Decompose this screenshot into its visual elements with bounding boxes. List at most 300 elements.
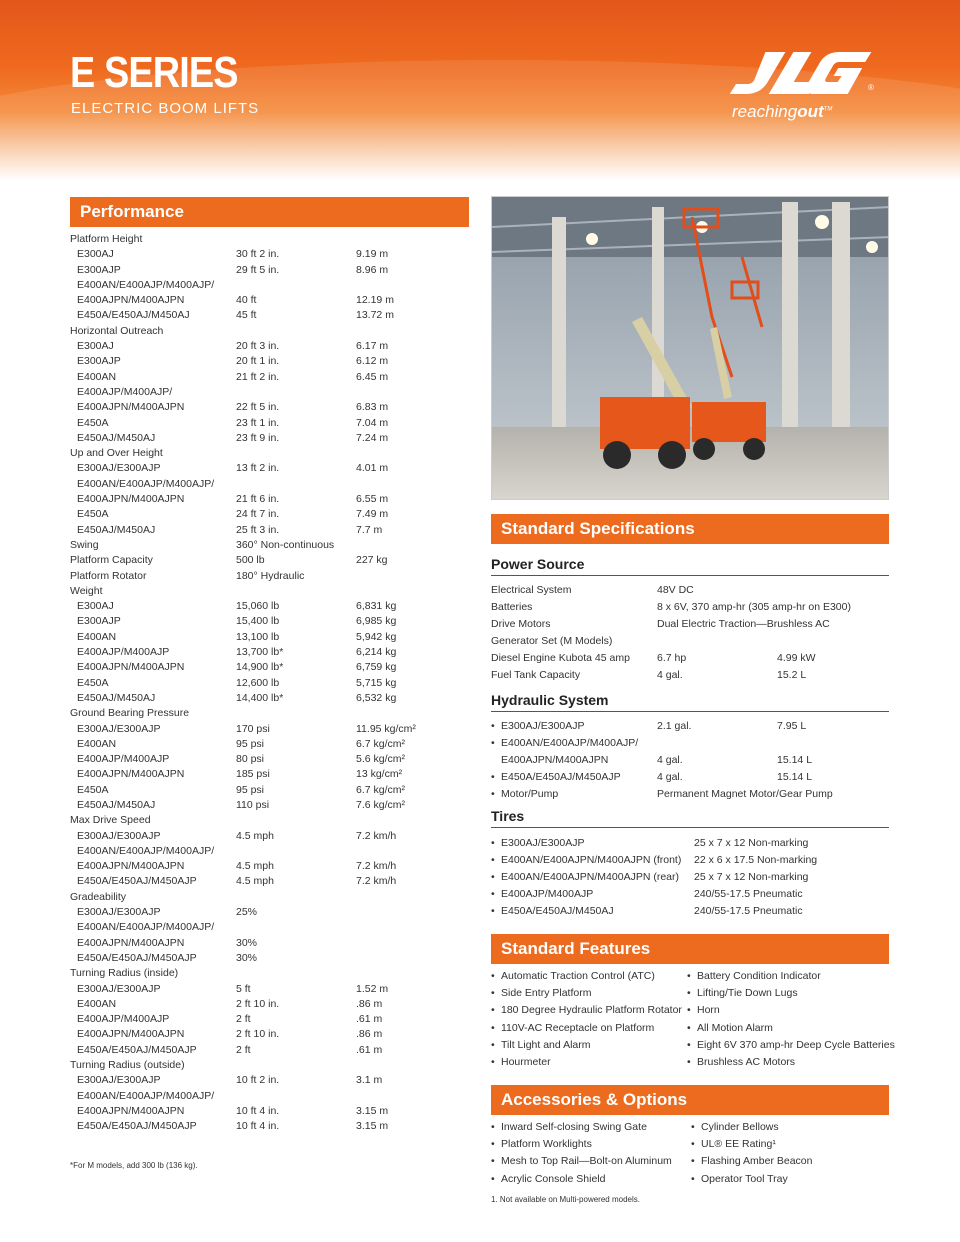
spec-metric-value: 7.2 km/h <box>356 829 397 842</box>
spec-label: Turning Radius (inside) <box>70 967 179 980</box>
spec-label: E400AJP/M400AJP <box>77 753 170 766</box>
spec-label: Gradeability <box>70 890 127 903</box>
accessory-item: • Acrylic Console Shield <box>491 1171 691 1188</box>
spec-imperial-value: 180° Hydraulic <box>236 569 305 582</box>
spec-label: Diesel Engine Kubota 45 amp <box>491 652 630 664</box>
feature-item: • Automatic Traction Control (ATC) <box>491 968 687 985</box>
boom-lift-photo <box>492 197 889 500</box>
performance-row <box>70 1073 470 1088</box>
feature-item: • 110V-AC Receptacle on Platform <box>491 1020 687 1037</box>
spec-metric-value: 3.15 m <box>356 1120 389 1133</box>
spec-metric-value: .61 m <box>356 1013 383 1026</box>
performance-heading: Performance <box>70 197 469 227</box>
spec-label: Ground Bearing Pressure <box>70 707 190 720</box>
spec-imperial-value: 170 psi <box>236 722 270 735</box>
performance-row <box>70 492 470 507</box>
spec-metric-value: 15.14 L <box>777 754 813 766</box>
spec-label: E450A <box>77 416 109 429</box>
performance-row <box>70 844 470 859</box>
spec-imperial-value <box>236 920 356 935</box>
spec-metric-value: 11.95 kg/cm² <box>356 722 416 735</box>
spec-metric-value <box>356 477 456 492</box>
spec-imperial-value: 5 ft <box>236 982 251 995</box>
standard-features-list <box>491 968 895 1071</box>
performance-row <box>70 829 470 844</box>
spec-imperial-value: 30% <box>236 936 258 949</box>
tire-spec: 240/55-17.5 Pneumatic <box>694 888 803 900</box>
spec-imperial-value: 10 ft 2 in. <box>236 1074 280 1087</box>
performance-row <box>70 1119 470 1134</box>
spec-label: E400AN <box>77 737 117 750</box>
spec-metric-value: 15.2 L <box>777 669 807 681</box>
performance-row <box>70 400 470 415</box>
spec-metric-value: 12.19 m <box>356 294 394 307</box>
spec-label: Weight <box>70 584 103 597</box>
spec-label: Platform Rotator <box>70 569 147 582</box>
performance-footnote: *For M models, add 300 lb (136 kg). <box>70 1161 198 1170</box>
spec-label: • E450A/E450AJ/M450AJP <box>491 769 657 786</box>
spec-imperial-value: 80 psi <box>236 753 265 766</box>
spec-label: E400AJPN/M400AJPN <box>77 1028 185 1041</box>
performance-row <box>70 890 470 905</box>
tires-heading: Tires <box>491 808 889 828</box>
performance-row <box>70 813 470 828</box>
spec-value: 4 gal. <box>657 771 683 783</box>
performance-row <box>70 584 470 599</box>
spec-label: E400AN/E400AJP/M400AJP/ <box>77 1089 215 1102</box>
performance-row <box>70 660 470 675</box>
spec-metric-value: .86 m <box>356 1028 383 1041</box>
spec-label: E450A/E450AJ/M450AJ <box>77 309 190 322</box>
tire-spec: 25 x 7 x 12 Non-marking <box>694 837 809 849</box>
spec-label: • Motor/Pump <box>491 786 657 803</box>
spec-value <box>657 633 777 650</box>
spec-imperial-value <box>236 477 356 492</box>
spec-imperial-value <box>236 278 356 293</box>
performance-row <box>70 920 470 935</box>
spec-label: Horizontal Outreach <box>70 324 164 337</box>
spec-label: Generator Set (M Models) <box>491 635 613 647</box>
spec-imperial-value: 30% <box>236 951 258 964</box>
spec-label: E400AJP/M400AJP <box>77 1013 170 1026</box>
performance-row <box>70 982 470 997</box>
accessories-heading: Accessories & Options <box>491 1085 889 1115</box>
spec-imperial-value: 185 psi <box>236 768 270 781</box>
performance-row <box>70 997 470 1012</box>
power-source-row <box>491 582 891 599</box>
spec-imperial-value: 13,700 lb* <box>236 646 284 659</box>
spec-label: E450A/E450AJ/M450AJP <box>77 1043 197 1056</box>
spec-metric-value: 6,831 kg <box>356 600 397 613</box>
spec-imperial-value <box>236 1089 356 1104</box>
performance-row <box>70 247 470 262</box>
spec-metric-value: 227 kg <box>356 554 388 567</box>
spec-value <box>657 735 777 752</box>
spec-label: E300AJP <box>77 355 121 368</box>
spec-imperial-value: 15,400 lb <box>236 615 280 628</box>
spec-metric-value <box>356 920 456 935</box>
spec-label: E400AN/E400AJP/M400AJP/ <box>77 844 215 857</box>
spec-imperial-value: 13,100 lb <box>236 630 280 643</box>
spec-label: E450A <box>77 508 109 521</box>
spec-metric-value <box>356 569 456 584</box>
power-source-row <box>491 667 891 684</box>
performance-row <box>70 936 470 951</box>
spec-value: 4 gal. <box>657 669 683 681</box>
tire-model: • E300AJ/E300AJP <box>491 835 694 852</box>
spec-value: 6.7 hp <box>657 652 687 664</box>
spec-label: Batteries <box>491 601 533 613</box>
spec-label: E300AJP <box>77 263 121 276</box>
spec-label: E400AJPN/M400AJPN <box>501 754 609 766</box>
feature-item: • Horn <box>687 1002 891 1019</box>
performance-row <box>70 385 470 400</box>
spec-metric-value: 7.04 m <box>356 416 389 429</box>
feature-item: • 180 Degree Hydraulic Platform Rotator <box>491 1002 687 1019</box>
spec-metric-value: 7.95 L <box>777 720 807 732</box>
hydraulic-row <box>491 752 891 769</box>
spec-label: E400AJPN/M400AJPN <box>77 401 185 414</box>
power-source-table <box>491 582 891 684</box>
performance-row <box>70 538 470 553</box>
performance-row <box>70 783 470 798</box>
spec-metric-value <box>356 1089 456 1104</box>
performance-row <box>70 706 470 721</box>
performance-row <box>70 263 470 278</box>
performance-table <box>70 232 470 1135</box>
performance-row <box>70 630 470 645</box>
spec-label: Fuel Tank Capacity <box>491 669 581 681</box>
performance-row <box>70 446 470 461</box>
spec-metric-value: 6.83 m <box>356 401 389 414</box>
tire-row <box>491 886 891 903</box>
spec-imperial-value: 30 ft 2 in. <box>236 248 280 261</box>
spec-imperial-value: 4.5 mph <box>236 829 274 842</box>
spec-metric-value: 6.45 m <box>356 370 389 383</box>
spec-imperial-value: 2 ft <box>236 1043 251 1056</box>
performance-row <box>70 874 470 889</box>
accessories-left-column <box>491 1119 691 1188</box>
spec-label: E400AN <box>77 997 117 1010</box>
registered-mark: ® <box>868 83 874 92</box>
performance-row <box>70 370 470 385</box>
spec-label: E400AN/E400AJP/M400AJP/ <box>77 477 215 490</box>
tire-spec: 25 x 7 x 12 Non-marking <box>694 871 809 883</box>
performance-row <box>70 461 470 476</box>
performance-row <box>70 308 470 323</box>
tire-model: • E400AN/E400AJPN/M400AJPN (front) <box>491 852 694 869</box>
spec-metric-value <box>356 385 456 400</box>
spec-label: E450AJ/M450AJ <box>77 523 156 536</box>
series-subtitle: ELECTRIC BOOM LIFTS <box>71 100 260 117</box>
spec-metric-value: 5,715 kg <box>356 676 397 689</box>
spec-imperial-value: 25% <box>236 906 258 919</box>
power-source-heading: Power Source <box>491 556 889 576</box>
spec-label: E450AJ/M450AJ <box>77 431 156 444</box>
spec-metric-value <box>356 278 456 293</box>
spec-label: E300AJ/E300AJP <box>77 722 161 735</box>
spec-metric-value: 6.7 kg/cm² <box>356 737 406 750</box>
performance-row <box>70 951 470 966</box>
performance-row <box>70 507 470 522</box>
spec-metric-value: 5,942 kg <box>356 630 397 643</box>
spec-label: E450A <box>77 783 109 796</box>
spec-label: E400AJPN/M400AJPN <box>77 860 185 873</box>
accessories-right-column <box>691 1119 891 1188</box>
tire-spec: 22 x 6 x 17.5 Non-marking <box>694 854 818 866</box>
tire-row <box>491 852 891 869</box>
product-photo <box>491 196 889 500</box>
spec-label: E400AN <box>77 630 117 643</box>
accessory-item: • UL® EE Rating¹ <box>691 1136 891 1153</box>
spec-label: Platform Capacity <box>70 554 153 567</box>
spec-label: E300AJ <box>77 600 114 613</box>
performance-row <box>70 1043 470 1058</box>
spec-value: 2.1 gal. <box>657 720 692 732</box>
spec-metric-value: 6,985 kg <box>356 615 397 628</box>
performance-row <box>70 1027 470 1042</box>
spec-metric-value: .86 m <box>356 997 383 1010</box>
spec-metric-value: 7.2 km/h <box>356 860 397 873</box>
spec-label: E400AN <box>77 370 117 383</box>
tire-model: • E450A/E450AJ/M450AJ <box>491 903 694 920</box>
tagline-part-a: reaching <box>732 102 798 121</box>
power-source-row <box>491 633 891 650</box>
performance-row <box>70 599 470 614</box>
spec-metric-value: 13.72 m <box>356 309 394 322</box>
performance-row <box>70 339 470 354</box>
series-title: E SERIES <box>70 48 238 97</box>
spec-label: E300AJ/E300AJP <box>77 906 161 919</box>
spec-metric-value: 6.55 m <box>356 493 389 506</box>
performance-row <box>70 767 470 782</box>
standard-features-heading: Standard Features <box>491 934 889 964</box>
spec-label: E300AJ <box>77 340 114 353</box>
performance-row <box>70 416 470 431</box>
spec-imperial-value: 95 psi <box>236 783 265 796</box>
spec-metric-value: 15.14 L <box>777 771 813 783</box>
performance-row <box>70 293 470 308</box>
spec-imperial-value: 2 ft 10 in. <box>236 1028 280 1041</box>
spec-imperial-value: 2 ft 10 in. <box>236 997 280 1010</box>
feature-item: • Lifting/Tie Down Lugs <box>687 985 891 1002</box>
power-source-row <box>491 616 891 633</box>
spec-imperial-value: 500 lb <box>236 554 265 567</box>
feature-item: • Tilt Light and Alarm <box>491 1037 687 1054</box>
spec-label: E400AJPN/M400AJPN <box>77 493 185 506</box>
spec-metric-value <box>356 936 456 951</box>
spec-label: E300AJ/E300AJP <box>77 829 161 842</box>
spec-metric-value: 6.17 m <box>356 340 389 353</box>
accessory-item: • Flashing Amber Beacon <box>691 1153 891 1170</box>
spec-imperial-value: 21 ft 2 in. <box>236 370 280 383</box>
spec-metric-value: 5.6 kg/cm² <box>356 753 406 766</box>
page-header <box>0 0 960 180</box>
spec-label: E400AJP/M400AJP <box>77 646 170 659</box>
spec-label: E400AJPN/M400AJPN <box>77 294 185 307</box>
hydraulic-system-heading: Hydraulic System <box>491 692 889 712</box>
spec-imperial-value: 23 ft 1 in. <box>236 416 280 429</box>
spec-value: 4 gal. <box>657 754 683 766</box>
spec-imperial-value: 2 ft <box>236 1013 251 1026</box>
tire-model: • E400AJP/M400AJP <box>491 886 694 903</box>
spec-label: E450A/E450AJ/M450AJP <box>77 1120 197 1133</box>
spec-metric-value: 9.19 m <box>356 248 389 261</box>
spec-label: E450A/E450AJ/M450AJP <box>77 951 197 964</box>
accessories-list <box>491 1119 891 1188</box>
performance-row <box>70 722 470 737</box>
performance-row <box>70 737 470 752</box>
spec-imperial-value: 29 ft 5 in. <box>236 263 280 276</box>
performance-row <box>70 569 470 584</box>
features-right-column <box>687 968 895 1071</box>
feature-item: • All Motion Alarm <box>687 1020 891 1037</box>
spec-imperial-value: 360° Non-continuous <box>236 538 335 551</box>
spec-metric-value: 6,759 kg <box>356 661 397 674</box>
tire-row <box>491 869 891 886</box>
spec-imperial-value: 15,060 lb <box>236 600 280 613</box>
spec-metric-value: 4.99 kW <box>777 652 816 664</box>
spec-label: • E400AN/E400AJP/M400AJP/ <box>491 735 657 752</box>
power-source-row <box>491 650 891 667</box>
accessory-item: • Mesh to Top Rail—Bolt-on Aluminum <box>491 1153 691 1170</box>
tagline-part-b: out <box>797 102 824 121</box>
hydraulic-system-table <box>491 718 891 803</box>
spec-metric-value <box>356 538 456 553</box>
spec-label: E400AJPN/M400AJPN <box>77 1104 185 1117</box>
hydraulic-row <box>491 718 891 735</box>
performance-row <box>70 966 470 981</box>
spec-label: E400AJPN/M400AJPN <box>77 661 185 674</box>
spec-imperial-value: 4.5 mph <box>236 860 274 873</box>
spec-metric-value: 3.15 m <box>356 1104 389 1117</box>
spec-imperial-value: 22 ft 5 in. <box>236 401 280 414</box>
spec-imperial-value: 23 ft 9 in. <box>236 431 280 444</box>
spec-metric-value <box>356 905 456 920</box>
spec-label: E400AJPN/M400AJPN <box>77 936 185 949</box>
spec-metric-value: 7.6 kg/cm² <box>356 798 406 811</box>
performance-row <box>70 477 470 492</box>
feature-item: • Eight 6V 370 amp-hr Deep Cycle Batteries <box>687 1037 891 1054</box>
hydraulic-row <box>491 769 891 786</box>
hydraulic-row <box>491 786 891 803</box>
power-source-row <box>491 599 891 616</box>
performance-row <box>70 676 470 691</box>
spec-label: Max Drive Speed <box>70 814 151 827</box>
spec-imperial-value: 20 ft 3 in. <box>236 340 280 353</box>
spec-label: Swing <box>70 538 99 551</box>
tire-spec: 240/55-17.5 Pneumatic <box>694 905 803 917</box>
spec-metric-value: 6,214 kg <box>356 646 397 659</box>
feature-item: • Battery Condition Indicator <box>687 968 891 985</box>
spec-imperial-value: 45 ft <box>236 309 257 322</box>
spec-label: E400AN/E400AJP/M400AJP/ <box>77 921 215 934</box>
spec-metric-value <box>356 951 456 966</box>
tire-row <box>491 835 891 852</box>
spec-metric-value: 1.52 m <box>356 982 389 995</box>
spec-imperial-value: 21 ft 6 in. <box>236 493 280 506</box>
spec-value: 48V DC <box>657 584 694 596</box>
spec-imperial-value: 13 ft 2 in. <box>236 462 280 475</box>
performance-row <box>70 354 470 369</box>
spec-metric-value <box>356 844 456 859</box>
accessory-item: • Platform Worklights <box>491 1136 691 1153</box>
spec-value: Permanent Magnet Motor/Gear Pump <box>657 788 833 800</box>
performance-row <box>70 278 470 293</box>
performance-row <box>70 691 470 706</box>
spec-label: E450AJ/M450AJ <box>77 691 156 704</box>
spec-label: • E300AJ/E300AJP <box>491 718 657 735</box>
spec-imperial-value <box>236 385 356 400</box>
spec-label: Drive Motors <box>491 618 551 630</box>
accessory-item: • Inward Self-closing Swing Gate <box>491 1119 691 1136</box>
spec-metric-value: 7.24 m <box>356 431 389 444</box>
spec-metric-value: 6.12 m <box>356 355 389 368</box>
accessory-item: • Operator Tool Tray <box>691 1171 891 1188</box>
performance-row <box>70 1104 470 1119</box>
brand-tagline <box>732 102 832 122</box>
spec-imperial-value: 40 ft <box>236 294 257 307</box>
performance-row <box>70 431 470 446</box>
feature-item: • Side Entry Platform <box>491 985 687 1002</box>
spec-metric-value: .61 m <box>356 1043 383 1056</box>
spec-imperial-value: 14,400 lb* <box>236 691 284 704</box>
spec-label: E300AJ/E300AJP <box>77 1074 161 1087</box>
spec-label: E300AJ <box>77 248 114 261</box>
spec-metric-value: 7.2 km/h <box>356 875 397 888</box>
spec-imperial-value: 14,900 lb* <box>236 661 284 674</box>
spec-label: Platform Height <box>70 233 143 245</box>
spec-metric-value: 13 kg/cm² <box>356 768 403 781</box>
spec-label: E300AJP <box>77 615 121 628</box>
spec-metric-value: 7.7 m <box>356 523 383 536</box>
performance-row <box>70 1058 470 1073</box>
spec-imperial-value: 10 ft 4 in. <box>236 1104 280 1117</box>
spec-metric-value: 3.1 m <box>356 1074 383 1087</box>
spec-label: E400AJP/M400AJP/ <box>77 385 173 398</box>
feature-item: • Brushless AC Motors <box>687 1054 891 1071</box>
performance-row <box>70 752 470 767</box>
performance-row <box>70 798 470 813</box>
spec-imperial-value: 20 ft 1 in. <box>236 355 280 368</box>
spec-metric-value: 6,532 kg <box>356 691 397 704</box>
spec-imperial-value: 10 ft 4 in. <box>236 1120 280 1133</box>
performance-row <box>70 1089 470 1104</box>
spec-metric-value: 4.01 m <box>356 462 389 475</box>
tire-row <box>491 903 891 920</box>
performance-row <box>70 614 470 629</box>
spec-label: E450A/E450AJ/M450AJP <box>77 875 197 888</box>
spec-imperial-value: 24 ft 7 in. <box>236 508 280 521</box>
spec-imperial-value: 95 psi <box>236 737 265 750</box>
performance-row <box>70 523 470 538</box>
spec-label: E400AN/E400AJP/M400AJP/ <box>77 278 215 291</box>
performance-row <box>70 1012 470 1027</box>
spec-value: 8 x 6V, 370 amp-hr (305 amp-hr on E300) <box>657 601 851 613</box>
spec-label: E450AJ/M450AJ <box>77 798 156 811</box>
performance-row <box>70 232 470 247</box>
spec-label: Up and Over Height <box>70 447 163 460</box>
tires-table <box>491 835 891 920</box>
spec-label: E400AJPN/M400AJPN <box>77 768 185 781</box>
tire-model: • E400AN/E400AJPN/M400AJPN (rear) <box>491 869 694 886</box>
performance-row <box>70 553 470 568</box>
standard-specifications-heading: Standard Specifications <box>491 514 889 544</box>
spec-label: Turning Radius (outside) <box>70 1059 185 1072</box>
performance-row <box>70 645 470 660</box>
performance-row <box>70 859 470 874</box>
performance-row <box>70 905 470 920</box>
